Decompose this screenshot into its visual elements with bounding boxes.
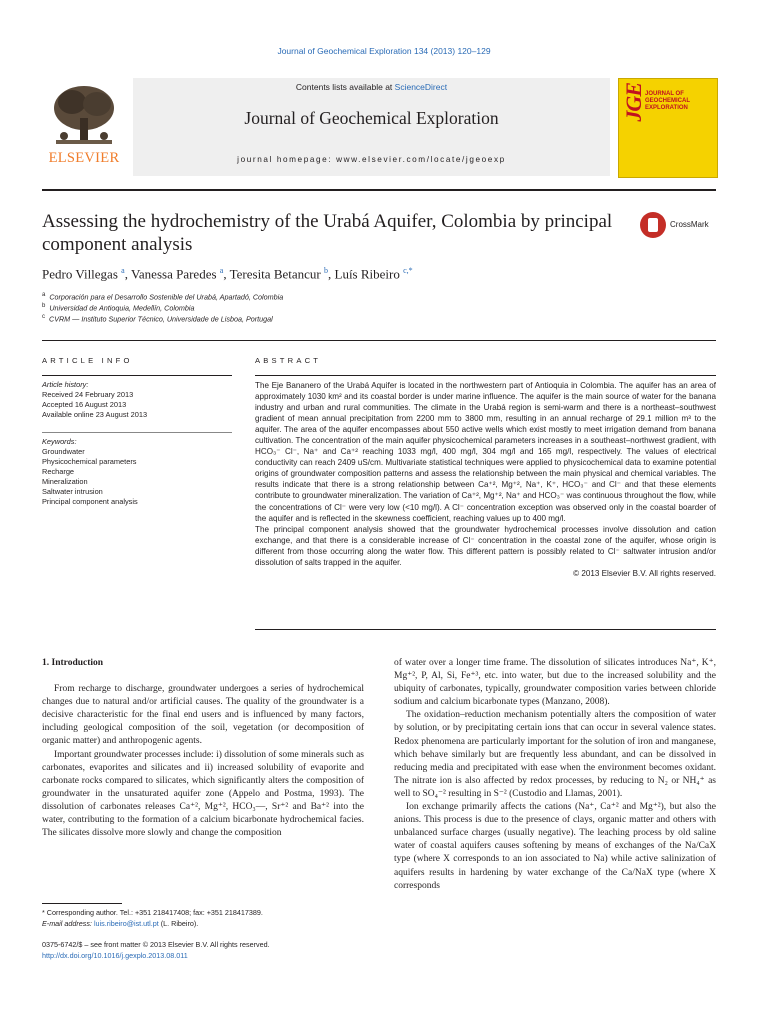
affiliation-sup: c [42,314,45,320]
keyword-item: Saltwater intrusion [42,487,103,496]
author-affil-sup[interactable]: a [219,266,224,275]
abstract-paragraph: The principal component analysis showed that the groundwater hydrochemical processes involve dissolution and cation exchange, and that there is a considerable increase of Cl⁻ concentration in the coastal zone of the aquifer, whose origin is different from those occurring along the water flow. This different pattern is possibly related to Cl⁻ saltwater intrusion and/or dissolution of salts trapped in the aquifer. [255,524,716,567]
author-name[interactable]: Luís Ribeiro [334,266,400,282]
affiliation-sup: b [42,303,46,309]
article-history [42,380,232,420]
cover-title [645,91,715,112]
body-column-right [394,657,716,893]
body-paragraph: From recharge to discharge, groundwater undergoes a series of hydrochemical changes due to natural and/or artificial causes. The quality of the groundwater is a decisive characteristic for the final end users and is influenced by many factors, including geological composition of the soil, vegetation (or decomposition of organic matter) and anthropogenic agents. [42,684,364,747]
article-info-heading: ARTICLE INFO [42,356,133,365]
journal-homepage[interactable]: journal homepage: www.elsevier.com/locate/jgeoexp [237,155,506,164]
contents-line [133,82,610,92]
history-item: Received 24 February 2013 [42,390,134,399]
sciencedirect-link[interactable]: ScienceDirect [394,82,448,92]
body-paragraph: Important groundwater processes include: i) dissolution of some minerals such as carbonates, evaporites and silicates and ii) increased solubility of evaporite and carbonate rocks compared to silicates, which significantly alters the composition of groundwater in the unsaturated aquifer zone (Appelo and Postma, 1993). The dissolution of carbonates releases Ca⁺², Mg⁺², HCO₃—, Sr⁺² and Ba⁺² into the water, contributing to the formation of a calcium bicarbonate hydrochemical facies. The silicates dissolve more slowly and change the composition [42,749,364,839]
footnote-rule [42,903,122,904]
body-column-left [42,657,364,840]
abstract-bottom-rule [255,629,716,630]
corresponding-author-note: * Corresponding author. Tel.: +351 218417408; fax: +351 218417389. [42,908,263,917]
keyword-item: Principal component analysis [42,497,138,506]
crossmark-label: CrossMark [670,220,709,229]
abstract-copyright: © 2013 Elsevier B.V. All rights reserved. [573,568,716,578]
masthead-rule [42,189,716,191]
abstract-body [255,380,716,579]
contents-prefix: Contents lists available at [295,82,395,92]
affiliation-text: CVRM — Instituto Superior Técnico, Universidade de Lisboa, Portugal [49,314,273,324]
section-title: 1. Introduction [42,658,104,668]
cover-abbrev: JGE [621,83,646,122]
issn-line: 0375-6742/$ – see front matter © 2013 Elsevier B.V. All rights reserved. [42,940,270,949]
journal-reference[interactable]: Journal of Geochemical Exploration 134 (2013) 120–129 [277,46,491,56]
body-paragraph: Ion exchange primarily affects the cations (Na⁺, Ca⁺² and Mg⁺²), but also the anions. This process is due to the presence of clays, organic matter and others with unbalanced surface charges (usually negative). The leaching process by old saline water of coastal aquifers causes softening by means of exchanges of the Na/CaX type (where X corresponds to an ion associated to Na) while active salinization of aquifers results in hardening by water exchange of the Ca/NaX type (where X corresponds [394,802,716,891]
keyword-item: Physicochemical parameters [42,457,137,466]
history-item: Available online 23 August 2013 [42,410,148,419]
journal-cover [618,78,718,178]
crossmark-icon[interactable] [640,212,666,238]
keyword-item: Recharge [42,467,75,476]
affiliation-text: Universidad de Antioquia, Medellín, Colombia [49,303,195,313]
body-paragraph: of water over a longer time frame. The dissolution of silicates introduces Na⁺, K⁺, Mg⁺², P, Al, Si, Fe⁺³, etc. into water, but due to the increased solubility and the ubiquity of carbonates, typically, groundwater composition varies between chloride sodium and calcium bicarbonate types (Manzano, 2008). [394,658,716,708]
affiliation-text: Corporación para el Desarrollo Sostenible del Urabá, Apartadó, Colombia [49,292,284,302]
journal-title: Journal of Geochemical Exploration [244,108,499,128]
article-info-rule [42,375,232,376]
author-affil-sup[interactable]: a [121,266,125,275]
body-paragraph: The oxidation–reduction mechanism potentially alters the composition of water by solution, or by precipitating certain ions that can occur in several valence states. Redox phenomena are particularly important for the solution of iron and manganese, which behave similarly but are frequently less abundant, and can be dissolved in reducing media and precipitated with ease when the environment becomes oxidant. The nitrate ion is also affected by redox processes, by reducing to N₂ or NH₄⁺ as well to SO₄⁻² resulting in S⁻² (Custodio and Llamas, 2001). [394,710,716,799]
cover-title-line: JOURNAL OF [645,91,684,97]
footnote [42,908,372,929]
author-name[interactable]: Teresita Betancur [229,266,321,282]
email-suffix: (L. Ribeiro). [158,918,199,928]
cover-title-line: EXPLORATION [645,105,688,111]
article-title: Assessing the hydrochemistry of the Urabá Aquifer, Colombia by principal component analysis [42,211,613,255]
keywords-label: Keywords: [42,437,77,446]
history-item: Accepted 16 August 2013 [42,400,127,409]
author-name[interactable]: Vanessa Paredes [130,266,217,282]
author-affil-sup[interactable]: b [324,266,328,275]
author-affil-sup[interactable]: c,* [403,266,413,275]
author-list: Pedro Villegas $^a$, Vanessa Paredes $^a$, Teresita Betancur $^b$, Luís Ribeiro $^{c,*}$ [42,266,413,282]
crossmark-badge[interactable] [640,212,720,242]
issn-block [42,940,372,961]
affiliation [42,314,273,323]
section-rule [42,340,716,341]
abstract-heading: ABSTRACT [255,356,322,365]
author-name[interactable]: Pedro Villegas [42,266,118,282]
doi-link[interactable]: http://dx.doi.org/10.1016/j.gexplo.2013.08.011 [42,950,188,960]
affiliation-sup: a [42,292,46,298]
cover-title-line: GEOCHEMICAL [645,98,690,104]
history-label: Article history: [42,380,89,389]
email-link[interactable]: luis.ribeiro@ist.utl.pt [93,918,159,928]
email-line [42,919,372,930]
elsevier-wordmark: ELSEVIER [48,150,120,166]
keyword-item: Mineralization [42,477,88,486]
abstract-paragraph: The Eje Bananero of the Urabá Aquifer is located in the northwestern part of Antioquia in Colombia. The aquifer has an area of approximately 1030 km² and its coastal border is under marine influence. The aquifer is the main source of water for the banana industry and urban and rural communities. The climate in the Urabá region is semi-warm and there is a northeast–southwest gradient of mean annual precipitation from 2200 mm to 3800 mm, resulting in an annual recharge of 29.1 million m³ to the aquifer. The area of the aquifer encompasses about 550 active wells which exist mostly to meet irrigation demand from banana cultivation. The concentration of the main aquifer physicochemical parameters increases in a southeast–northwest gradient, with HCO₃⁻ Cl⁻, Na⁺ and Ca⁺² reaching 1033 mg/l, 400 mg/l, 304 mg/l and 165 mg/l, respectively. The values of electrical conductivity can reach 2409 uS/cm. Multivariate statistical techniques were applied to physicochemical data to examine potential origins of groundwater composition patterns and assess the relationship between the main physical and chemical variables. The results indicate that there is a strong relationship between Ca⁺², Mg⁺², Na⁺, K⁺, HCO₃⁻ and Cl⁻ and that these elements contribute to groundwater mineralization. The variation of Ca⁺², Mg⁺², Na⁺ and HCO₃⁻ was continuous throughout the flow, while the concentrations of Cl⁻ were very low (<10 mg/l). A Cl⁻ concentration exception was observed only in the coastal boarder of the aquifer and is reflected in the skewness coefficient, reaching values up to 400 mg/l. [255,381,716,523]
email-label: E-mail address: [42,918,92,928]
affiliation [42,292,283,301]
keywords-block [42,437,232,507]
keyword-item: Groundwater [42,447,85,456]
keywords-rule [42,432,232,433]
affiliation [42,303,195,312]
abstract-rule [255,375,716,376]
